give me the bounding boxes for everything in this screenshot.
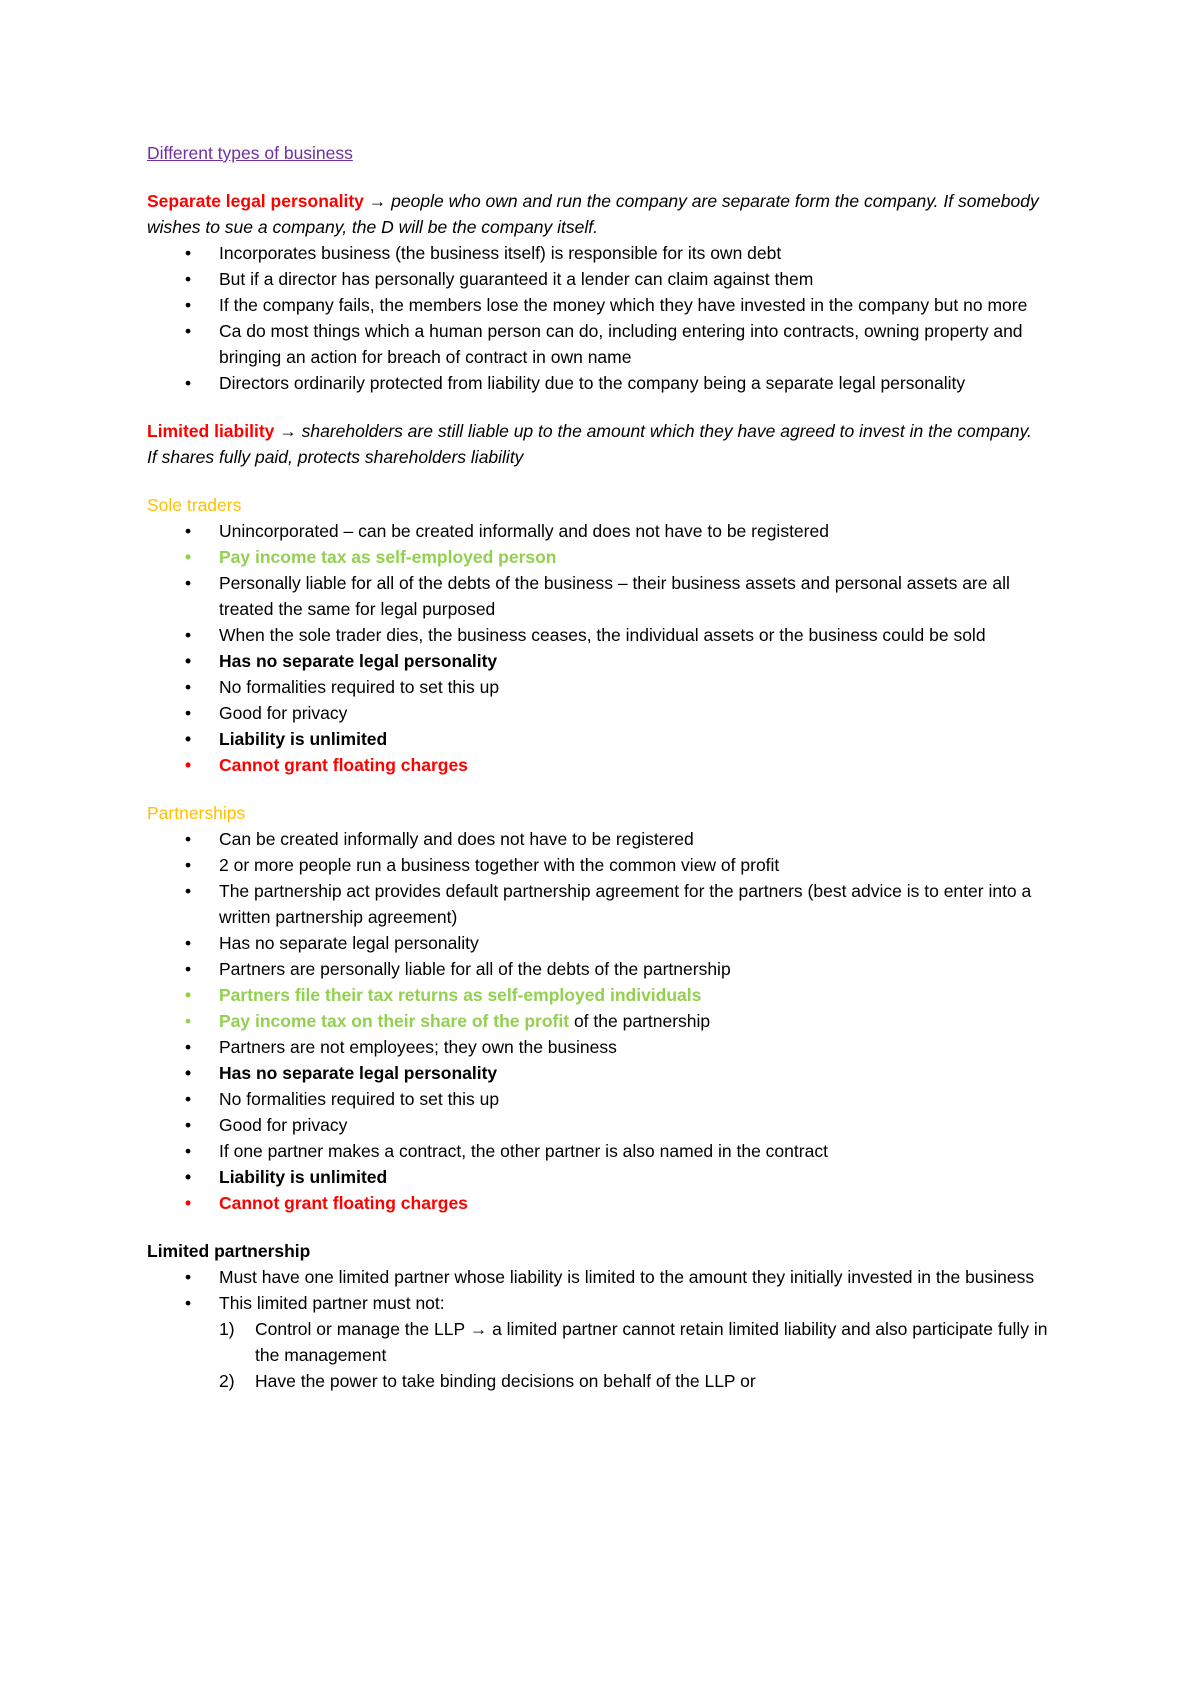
list-item: • But if a director has personally guaranteed it a lender can claim against them xyxy=(147,266,1067,292)
item-number: 1) xyxy=(219,1319,235,1339)
bullet-icon: • xyxy=(185,933,192,953)
bullet-icon: • xyxy=(185,1167,192,1187)
lp-numbered-list xyxy=(147,1316,1067,1394)
bullet-icon: • xyxy=(185,1141,192,1161)
slp-heading: Separate legal personality xyxy=(147,191,364,211)
list-item: • The partnership act provides default partnership agreement for the partners (best advice is to enter into a written partnership agreement) xyxy=(147,878,1067,930)
bullet-icon: • xyxy=(185,1011,192,1031)
sole-heading: Sole traders xyxy=(147,495,242,515)
list-item: • Unincorporated – can be created informally and does not have to be registered xyxy=(147,518,1067,544)
bullet-icon: • xyxy=(185,243,192,263)
ll-text: shareholders are still liable up to the amount which they have agreed to invest in the company. xyxy=(301,421,1032,441)
bullet-icon: • xyxy=(185,677,192,697)
ll-paragraph xyxy=(147,418,1067,444)
bullet-icon: • xyxy=(185,269,192,289)
ll-heading: Limited liability xyxy=(147,421,275,441)
bullet-icon: • xyxy=(185,1267,192,1287)
list-item: • Good for privacy xyxy=(147,700,1067,726)
list-item: • 2 or more people run a business together with the common view of profit xyxy=(147,852,1067,878)
bullet-icon: • xyxy=(185,373,192,393)
bullet-icon: • xyxy=(185,321,192,341)
list-item: • Must have one limited partner whose liability is limited to the amount they initially invested in the business xyxy=(147,1264,1067,1290)
list-item: • Pay income tax as self-employed person xyxy=(147,544,1067,570)
bullet-icon: • xyxy=(185,881,192,901)
list-item: • If one partner makes a contract, the other partner is also named in the contract xyxy=(147,1138,1067,1164)
slp-list xyxy=(147,240,1067,396)
list-item: • Liability is unlimited xyxy=(147,1164,1067,1190)
arrow-icon: → xyxy=(279,421,297,441)
list-item: • This limited partner must not: xyxy=(147,1290,1067,1316)
list-item: • Ca do most things which a human person can do, including entering into contracts, owning property and bringing an action for breach of contract in own name xyxy=(147,318,1067,370)
arrow-icon: → xyxy=(368,191,387,211)
item-number: 2) xyxy=(219,1371,235,1391)
slp-text: people who own and run the company are separate form the company. If somebody wishes to sue a company, the D will be the company itself. xyxy=(147,191,1039,237)
numbered-item: 1) Control or manage the LLP → a limited partner cannot retain limited liability and also participate fully in the management xyxy=(147,1316,1067,1368)
list-item: • Personally liable for all of the debts of the business – their business assets and personal assets are all treated the same for legal purposed xyxy=(147,570,1067,622)
list-item: • No formalities required to set this up xyxy=(147,1086,1067,1112)
bullet-icon: • xyxy=(185,295,192,315)
list-item: • Cannot grant floating charges xyxy=(147,752,1067,778)
list-item: • Incorporates business (the business itself) is responsible for its own debt xyxy=(147,240,1067,266)
bullet-icon: • xyxy=(185,855,192,875)
bullet-icon: • xyxy=(185,1193,192,1213)
bullet-icon: • xyxy=(185,729,192,749)
list-item: • Has no separate legal personality xyxy=(147,1060,1067,1086)
bullet-icon: • xyxy=(185,547,192,567)
bullet-icon: • xyxy=(185,625,192,645)
bullet-icon: • xyxy=(185,1037,192,1057)
list-item: • Cannot grant floating charges xyxy=(147,1190,1067,1216)
bullet-icon: • xyxy=(185,829,192,849)
bullet-icon: • xyxy=(185,1115,192,1135)
bullet-icon: • xyxy=(185,651,192,671)
list-item: • Liability is unlimited xyxy=(147,726,1067,752)
list-item: • When the sole trader dies, the business ceases, the individual assets or the business could be sold xyxy=(147,622,1067,648)
numbered-item: 2) Have the power to take binding decisions on behalf of the LLP or xyxy=(147,1368,1067,1394)
list-item: • Partners are not employees; they own the business xyxy=(147,1034,1067,1060)
ll-text-2: If shares fully paid, protects shareholders liability xyxy=(147,447,524,467)
bullet-icon: • xyxy=(185,985,192,1005)
list-item: • Has no separate legal personality xyxy=(147,648,1067,674)
lp-heading: Limited partnership xyxy=(147,1241,311,1261)
list-item: • Directors ordinarily protected from liability due to the company being a separate legal personality xyxy=(147,370,1067,396)
list-item: • No formalities required to set this up xyxy=(147,674,1067,700)
list-item: • Partners are personally liable for all of the debts of the partnership xyxy=(147,956,1067,982)
lp-list xyxy=(147,1264,1067,1316)
document-page xyxy=(147,140,1067,1394)
bullet-icon: • xyxy=(185,521,192,541)
sole-list xyxy=(147,518,1067,778)
bullet-icon: • xyxy=(185,1293,192,1313)
bullet-icon: • xyxy=(185,755,192,775)
list-item: • Has no separate legal personality xyxy=(147,930,1067,956)
list-item: • Good for privacy xyxy=(147,1112,1067,1138)
bullet-icon: • xyxy=(185,1089,192,1109)
page-title: Different types of business xyxy=(147,143,353,163)
bullet-icon: • xyxy=(185,1063,192,1083)
list-item: • Can be created informally and does not have to be registered xyxy=(147,826,1067,852)
list-item: • Pay income tax on their share of the profit of the partnership xyxy=(147,1008,1067,1034)
partnerships-list xyxy=(147,826,1067,1216)
slp-paragraph xyxy=(147,188,1067,240)
partnerships-heading: Partnerships xyxy=(147,803,246,823)
list-item: • Partners file their tax returns as self-employed individuals xyxy=(147,982,1067,1008)
list-item: • If the company fails, the members lose the money which they have invested in the company but no more xyxy=(147,292,1067,318)
bullet-icon: • xyxy=(185,703,192,723)
bullet-icon: • xyxy=(185,959,192,979)
bullet-icon: • xyxy=(185,573,192,593)
arrow-icon: → xyxy=(469,1319,488,1339)
